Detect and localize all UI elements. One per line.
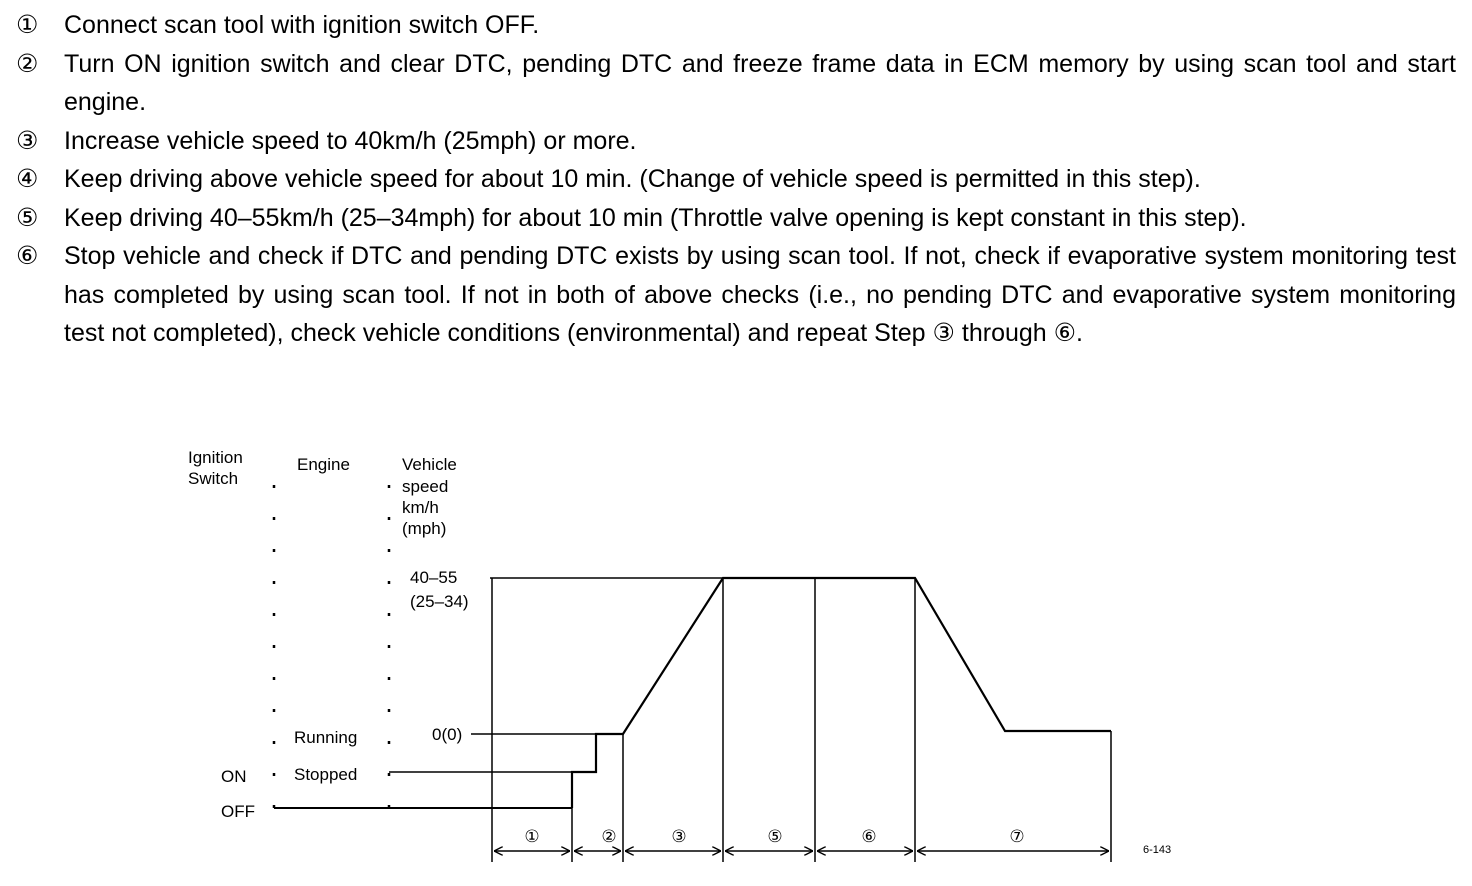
drive-cycle-trace [572, 578, 1111, 808]
phase-label: ③ [671, 827, 687, 846]
ignition-off-label: OFF [221, 802, 255, 821]
phase-label: ⑤ [767, 827, 783, 846]
step-text: Increase vehicle speed to 40km/h (25mph) or more. [64, 126, 637, 155]
speed-high-kmh-label: 40–55 [410, 568, 458, 587]
ignition-header-line2: Switch [188, 469, 239, 488]
engine-running-label: Running [294, 728, 358, 747]
phase-label: ⑦ [1009, 827, 1025, 846]
step-text: Stop vehicle and check if DTC and pending DTC exists by using scan tool. If not, check if evaporative system monitoring test has completed by using scan tool. If not in both of above checks (i.e., no pending DTC and evaporative system monitoring test not completed), check vehicle conditions (environmental) and repeat Step ③ through ⑥. [64, 242, 1456, 347]
speed-header-line2: speed [402, 477, 449, 496]
engine-stopped-label: Stopped [294, 765, 358, 784]
step-number: ② [16, 49, 39, 78]
step-number: ③ [16, 126, 39, 155]
speed-high-mph-label: (25–34) [410, 592, 469, 611]
phase-label: ① [524, 827, 540, 846]
ignition-on-label: ON [221, 767, 247, 786]
step-text: Connect scan tool with ignition switch OFF. [64, 11, 540, 39]
step-number: ④ [16, 165, 39, 193]
step-text: Turn ON ignition switch and clear DTC, pending DTC and freeze frame data in ECM memory by using scan tool and start engine. [64, 49, 1456, 116]
speed-zero-label: 0(0) [432, 725, 463, 744]
step-text: Keep driving 40–55km/h (25–34mph) for about 10 min (Throttle valve opening is kept constant in this step). [64, 203, 1247, 232]
step-number: ⑤ [16, 203, 39, 232]
phase-label: ⑥ [861, 827, 877, 846]
speed-header-line1: Vehicle [402, 455, 457, 474]
engine-header: Engine [297, 455, 350, 474]
ignition-header-line1: Ignition [188, 448, 243, 467]
speed-header-line4: (mph) [402, 519, 447, 538]
speed-header-line3: km/h [402, 498, 439, 517]
step-number: ① [16, 11, 39, 39]
phase-label: ② [601, 827, 617, 846]
step-text: Keep driving above vehicle speed for about 10 min. (Change of vehicle speed is permitted in this step). [64, 165, 1201, 193]
step-number: ⑥ [16, 242, 39, 270]
figure-id: 6-143 [1143, 844, 1172, 856]
